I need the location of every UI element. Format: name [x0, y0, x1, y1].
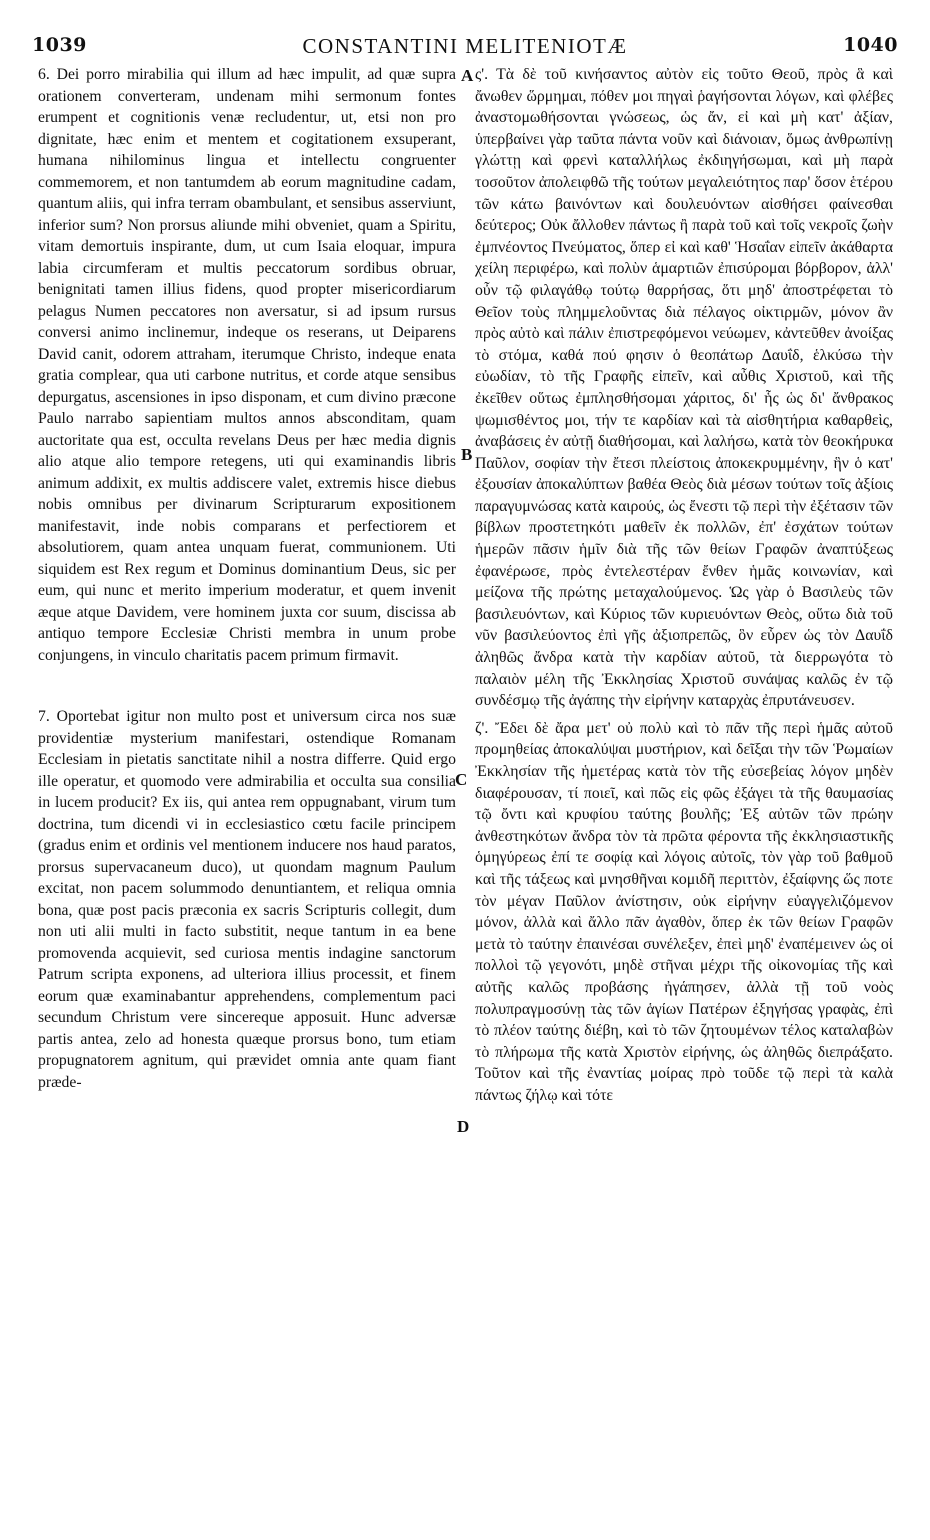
greek-column [475, 64, 893, 1107]
margin-letter-c: C [455, 770, 468, 789]
running-title: CONSTANTINI MELITENIOTÆ [302, 34, 628, 58]
latin-paragraph-7: 7. Oportebat igitur non multo post et universum circa nos suæ providentiæ mysterium manifestari, ostendique Romanam Ecclesiam in pietatis sanctitate nihil a nostra differre. Quid ergo ille operatur, et quomodo vere admirabilia et occulta sua consilia in lucem producit? Ex iis, qui antea rem oppugnabant, virum tum doctrina, tum dicendi vi in ecclesiastico cœtu facile principem (gradus enim et ordinis vel mentionem inducere nos haud paratos, prorsus supervacaneum duco), ut quondam magnum Paulum excitat, non pacem solummodo denuntiantem, et reliqua omnia bona, quæ post pacis præconia ex sacris Scripturis collegit, dum non uti alii multi in facto substitit, neque tantum in ea bene promovenda acquievit, sed curiosa mentis indagine sanctorum Patrum scripta exponens, ad ulteriora illius processit, et finem eorum quæ examinabantur apprehendens, complementum paci secundum Christum vere sincereque apposuit. Hunc adversæ partis antea, zelo ad honesta quæque prorsus bono, tum etiam propugnatorem agnitum, qui prævidet omnia ante quam fiant præde- [38, 708, 456, 1091]
latin-paragraph-6: 6. Dei porro mirabilia qui illum ad hæc impulit, ad quæ supra orationem converteram, undenam mihi sermonum fontes erumpent et cognitionis venæ recludentur, ut, etsi non pro dignitate, hæc enim et mentem et cogitationem exsuperant, humana nihilominus lingua et intellectu congruenter commemorem, et non tantumdem ab eorum magnitudine cadam, quantum aliis, qui infra terram obambulant, et sensibus asserviunt, inferior sum? Non prorsus aliunde mihi obveniet, quam a Spiritu, vitam demortuis inspirante, dum, ut cum Isaia eloquar, impura labia circumferam et multis peccatorum sordibus obruar, benignitati tamen illius fidens, quod propter misericordiarum pelagus Numen peccatores non aversatur, si ad ipsum rursus conversi animo inclinemur, indeque os reserans, ut Deiparens David canit, odorem attraham, iterumque Christo, indeque enata gratia complear, qua uti carbone nutritus, et corde atque sensibus depurgatus, ascensiones in ipso disponam, et cum divino præcone Paulo narrabo sapientiam multos annos absconditam, quam auctoritate qua est, occulta revelans Deus per hæc media dignis alio atque alio tempore retegens, uti qui examinandis libris animum addixit, ex multis addiscere valet, extremis hisce diebus nobis omnibus per divinarum Scripturarum expositionem manifestavit, inde nobis comparans et perfectiorem et absolutiorem, quam antea unquam fuerat, communionem. Uti siquidem est Rex regum et Dominus dominantium Deus, sic per eum, qui nunc et merito imperium moderatur, et quem invenit æque atque Davidem, vere hominem juxta cor suum, discissa ab antiquo tempore Ecclesiæ Christi membra in unum probe conjungens, in vinculo charitatis pacem primum firmavit. [38, 66, 456, 664]
margin-letter-d: D [457, 1117, 470, 1136]
page-header [30, 30, 900, 60]
margin-letter-b: B [461, 445, 473, 464]
latin-column [38, 64, 456, 1093]
page-number-right: 1040 [843, 34, 898, 56]
margin-letter-a: A [461, 66, 474, 85]
greek-paragraph-7: ζ'. Ἔδει δὲ ἄρα μετ' οὐ πολὺ καὶ τὸ πᾶν τῆς περὶ ἡμᾶς αὐτοῦ προμηθείας ἀποκαλύψαι μυστήριον, καὶ δεῖξαι τὴν τῶν Ῥωμαίων Ἐκκλησίαν τῆς ἡμετέρας κατὰ τὸν τῆς εὐσεβείας λόγον μηδὲν διαφέρουσαν, τί ποιεῖ, καὶ πῶς εἰς φῶς ἐξάγει τὰ τῆς θαυμασίας τῷ ὄντι καὶ κρυφίου ταύτης βουλῆς; Ἐξ αὐτῶν τῶν πρώην ἀνθεστηκότων ἄνδρα τὸν τὰ πρῶτα φέροντα τῆς ἐκκλησιαστικῆς ὁμηγύρεως ἐπί τε σοφίᾳ καὶ λόγοις αὐτοῖς, τὸν γὰρ τοῦ βαθμοῦ καὶ τῆς τάξεως καὶ μνησθῆναι κομιδῆ περιττὸν, ἐξαίφνης ὥς ποτε τὸν μέγαν Παῦλον ἀνίστησιν, οὐκ εἰρήνην εὐαγγελιζόμενον μόνον, ἀλλὰ καὶ ἄλλο πᾶν ἀγαθὸν, ὅπερ ἐκ τῶν θείων Γραφῶν μετὰ τὸ ταύτην ἐπαινέσαι συνέλεξεν, ἐπεὶ μηδ' ἐναπέμεινεν ὡς οἱ πολλοὶ τῷ γεγονότι, μηδὲ στῆναι μέχρι τῆς οἰκονομίας τῆς καὶ αὐτῆς καλῶς προβάσης ἠγάπησεν, ἀλλὰ τῇ τοῦ νοὸς πολυπραγμοσύνῃ τὰς τῶν ἁγίων Πατέρων ἐξηγήσας γραφὰς, ἐπὶ τὸ πλέον ταύτης διέβη, καὶ τὸ τῶν ζητουμένων τέλος καταλαβὼν τὸ πλήρωμα τῆς κατὰ Χριστὸν εἰρήνης, ὡς ἀληθῶς διεπράξατο. Τοῦτον καὶ τῆς ἐναντίας μοίρας πρὸ τοῦδε τῷ περὶ τὰ καλὰ πάντως ζήλῳ καὶ τότε [475, 719, 893, 1104]
page-number-left: 1039 [32, 34, 87, 56]
greek-paragraph-6: ς'. Τὰ δὲ τοῦ κινήσαντος αὐτὸν εἰς τοῦτο Θεοῦ, πρὸς ἃ καὶ ἄνωθεν ὥρμημαι, πόθεν μοι πηγαὶ ῥαγήσονται λόγων, καὶ φλέβες ἀναστομωθήσονται γνώσεως, ὡς ἄν, εἰ καὶ μὴ κατ' ἀξίαν, ὑπερβαίνει γὰρ ταῦτα πάντα νοῦν καὶ διάνοιαν, ὅμως ἀνθρωπίνῃ γλώττῃ καὶ φρενὶ καταλλήλως ἐκδιηγήσωμαι, καὶ μὴ παρὰ τοσοῦτον ἀπολειφθῶ τῆς τούτων μεγαλειότητος παρ' ὅσον ἑτέρου τῶν κάτω βαινόντων καὶ δουλευόντων αἰσθήσει φαίνεσθαι δεύτερος; Οὐκ ἄλλοθεν πάντως ἢ παρὰ τοῦ καὶ τοῖς νεκροῖς ζωὴν ἐμπνέοντος Πνεύματος, ὅπερ εἰ καὶ καθ' Ἡσαΐαν εἰπεῖν ἀκάθαρτα χείλη περιφέρω, καὶ πολὺν ἁμαρτιῶν ἐπισύρομαι βόρβορον, ἀλλ' οὖν τῷ φιλαγάθῳ τούτῳ θαρρήσας, ὅτι μηδ' ἀποστρέφεται τὸ Θεῖον τοὺς πλημμελοῦντας διὰ πέλαγος οἰκτιρμῶν, μόνον ἂν πρὸς αὐτὸ καὶ πάλιν ἐπιστρεφόμενοι νεύωμεν, κἀντεῦθεν ἀνοίξας τὸ στόμα, καθά πού φησιν ὁ θεοπάτωρ Δαυΐδ, ἑλκύσω τὴν εὐωδίαν, τὸ τῆς Γραφῆς εἰπεῖν, καὶ αὖθις Χριστοῦ, καὶ τῆς ἐκεῖθεν οὕτως ἐμπλησθήσομαι χάριτος, δι' ἧς ὡς δι' ἄνθρακος ψωμισθέντος μοι, τήν τε καρδίαν καὶ τὰ αἰσθητήρια καθαρθεὶς, ἀναβάσεις ἐν αὐτῇ διαθήσομαι, καὶ λαλήσω, κατὰ τὸν θεοκήρυκα Παῦλον, σοφίαν τὴν ἔτεσι πλείστοις ἀποκεκρυμμένην, ἣν ὁ κατ' ἐξουσίαν ἀποκαλύπτων βαθέα Θεὸς διὰ μέσων τούτων τοῖς ἀξίοις παραγυμνώσας κατὰ καιρούς, ὡς ἔνεστι τῷ περὶ τὴν ἐξέτασιν τῶν βίβλων προστετηκότι μαθεῖν ἐκ πολλῶν, ἐπ' ἐσχάτων τούτων ἡμερῶν πᾶσιν ἡμῖν διὰ τῆς τῶν θείων Γραφῶν ἀναπτύξεως ἐφανέρωσε, πρὸς ἐντελεστέραν ἔνθεν ἡμᾶς κοινωνίαν, καὶ μείζονα τῆς πρώτης μεταχαλούμενος. Ὡς γὰρ ὁ Βασιλεὺς τῶν βασιλευόντων, καὶ Κύριος τῶν κυριευόντων Θεὸς, οὕτω διὰ τοῦ νῦν βασιλεύοντος ἐπὶ γῆς ἀξιοπρεπῶς, ὃν εὗρεν ὡς τὸν Δαυΐδ ἀληθῶς ἄνδρα κατὰ τὴν καρδίαν αὐτοῦ, τὰ διερρωγότα τὸ παλαιὸν μέλη τῆς Ἐκκλησίας Χριστοῦ συνάψας καλῶς ἐν τῷ συνδέσμῳ τῆς ἀγάπης τὴν εἰρήνην καταρχὰς ἐπρυτάνευσεν. [475, 66, 893, 710]
